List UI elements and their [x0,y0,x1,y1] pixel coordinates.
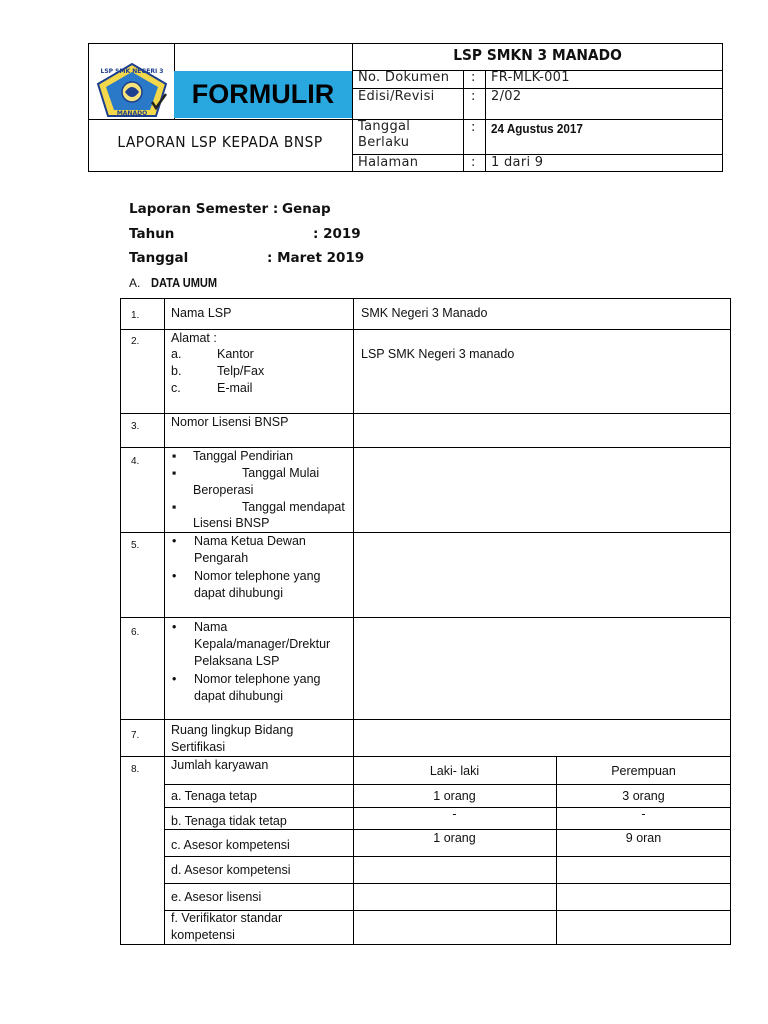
label-phone: Nomor telephone yang [194,569,321,583]
bullet-dot: • [172,534,177,548]
employee-row-label-cont: kompetensi [171,928,235,942]
employee-row-female: 3 orang [622,789,665,803]
label-phone: Nomor telephone yang [194,672,321,686]
label-license-no: Nomor Lisensi BNSP [171,415,289,429]
date-value: : Maret 2019 [267,250,365,266]
label-lsp-name: Nama LSP [171,306,232,320]
label-scope-cont: Sertifikasi [171,740,226,754]
bullet-dot: • [172,620,177,634]
section-prefix: A. [129,276,141,290]
table-divider [164,856,731,857]
meta-label-doc-no: No. Dokumen [358,70,450,85]
employee-row-female: 9 oran [625,831,662,845]
employee-row-male: 1 orang [433,831,476,845]
bullet-square: ▪ [172,500,177,514]
address-sub-office: Kantor [217,347,254,361]
table-divider [164,883,731,884]
label-license-date-cont: Lisensi BNSP [193,516,270,530]
table-divider [353,298,354,945]
section-title: DATA UMUM [151,275,218,290]
address-sub-email: E-mail [217,381,253,395]
bullet-dot: • [172,569,177,583]
row-number: 4. [131,456,140,467]
table-divider [164,298,165,945]
meta-label-effective-date: Tanggal Berlaku [358,119,411,150]
label-founding-date: Tanggal Pendirian [193,449,294,463]
employee-row-label: e. Asesor lisensi [171,890,262,904]
label-address: Alamat : [171,331,217,345]
label-phone-cont: dapat dihubungi [194,689,283,703]
meta-label-edition: Edisi/Revisi [358,89,435,104]
label-phone-cont: dapat dihubungi [194,586,283,600]
lsp-logo-icon [94,62,170,118]
column-header-male: Laki- laki [429,764,480,778]
logo-text-top: LSP SMK NEGERI 3 [100,68,164,75]
row-number: 2. [131,336,140,347]
header-divider [352,43,353,172]
form-label: FORMULIR [191,79,335,109]
employee-row-label: a. Tenaga tetap [171,789,257,803]
table-divider [120,719,731,720]
bullet-square: ▪ [172,466,177,480]
label-license-date: Tanggal mendapat [242,500,345,514]
employee-row-female: - [641,807,646,821]
year-label: Tahun [129,226,175,242]
meta-colon: : [471,70,476,85]
header-divider [485,70,486,172]
employee-row-label: d. Asesor kompetensi [171,863,291,877]
column-header-female: Perempuan [611,764,676,778]
label-head-name-cont: Pelaksana LSP [194,654,280,668]
employee-row-label: c. Asesor kompetensi [171,838,290,852]
label-start-date: Tanggal Mulai [242,466,320,480]
row-number: 5. [131,540,140,551]
address-sub-key: c. [171,381,181,395]
bullet-square: ▪ [172,449,177,463]
address-sub-phone: Telp/Fax [217,364,265,378]
semester-value: Genap [282,201,331,217]
row-number: 3. [131,421,140,432]
label-scope: Ruang lingkup Bidang [171,723,294,737]
label-start-date-cont: Beroperasi [193,483,254,497]
semester-label: Laporan Semester : [129,201,279,217]
label-board-chair-cont: Pengarah [194,551,249,565]
employee-row-label: b. Tenaga tidak tetap [171,814,287,828]
logo-text-bottom: MANADO [116,110,148,117]
label-head-name-cont: Kepala/manager/Drektur [194,637,331,651]
bullet-dot: • [172,672,177,686]
value-address: LSP SMK Negeri 3 manado [361,347,515,361]
row-number: 6. [131,627,140,638]
meta-colon: : [471,89,476,104]
table-divider [164,784,731,785]
row-number: 8. [131,764,140,775]
org-title: LSP SMKN 3 MANADO [453,46,622,64]
row-number: 7. [131,730,140,741]
label-head-name: Nama [194,620,228,634]
meta-colon: : [471,155,476,170]
meta-colon: : [471,120,476,135]
label-board-chair: Nama Ketua Dewan [194,534,306,548]
table-divider [120,617,731,618]
year-value: : 2019 [313,226,361,242]
address-sub-key: b. [171,364,182,378]
label-employees: Jumlah karyawan [171,758,269,772]
meta-value-edition: 2/02 [491,89,522,104]
meta-value-doc-no: FR-MLK-001 [491,70,570,85]
employee-row-male: 1 orang [433,789,476,803]
meta-label-page: Halaman [358,155,419,170]
address-sub-key: a. [171,347,182,361]
value-lsp-name: SMK Negeri 3 Manado [361,306,488,320]
date-label: Tanggal [129,250,189,266]
row-number: 1. [131,310,140,321]
meta-value-effective-date: 24 Agustus 2017 [491,121,583,136]
employee-row-male: - [452,807,457,821]
header-divider [463,70,464,172]
employee-row-label: f. Verifikator standar [171,911,283,925]
meta-value-page: 1 dari 9 [491,155,544,170]
doc-title: LAPORAN LSP KEPADA BNSP [117,133,323,151]
